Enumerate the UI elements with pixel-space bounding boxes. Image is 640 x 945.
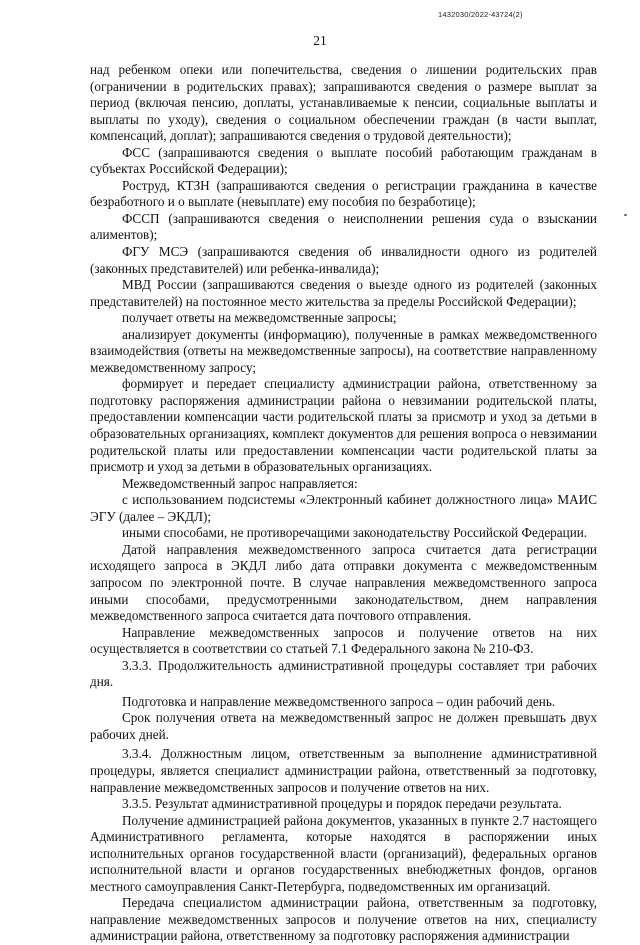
document-code: 1432030/2022-43724(2) [438, 10, 523, 19]
paragraph-two-days: Срок получения ответа на межведомственный запрос не должен превышать двух рабочих дней. [90, 710, 597, 742]
paragraph-3-3-3: 3.3.3. Продолжительность административной процедуры составляет три рабочих дня. [90, 657, 597, 690]
page-number: 21 [313, 33, 327, 48]
paragraph-date-of-request: Датой направления межведомственного запроса считается дата регистрации исходящего запроса в ЭКДЛ либо дата отправки документа с межведомственным запросом по электронной почте. В случае направления межведомственного запроса иными способами, предусмотренными законодательством, днем направления межведомственного запроса считается дата почтового отправления. [90, 541, 597, 624]
paragraph-mvd: МВД России (запрашиваются сведения о выезде одного из родителей (законных представителей) на постоянное место жительства за пределы Российской Федерации); [90, 277, 597, 309]
paragraph-one-day: Подготовка и направление межведомственного запроса – один рабочий день. [122, 693, 556, 709]
paragraph-fss: ФСС (запрашиваются сведения о выплате пособий работающим гражданам в субъектах Российской Федерации); [90, 144, 597, 177]
paragraph-guardianship-continuation: над ребенком опеки или попечительства, сведения о лишении родительских прав (ограничении в родительских правах); запрашиваются сведения о размере выплат за период (включая пенсию, доплаты, устанавливаемые к пенсии, социальные выплаты и выплаты по уходу), сведения о социальном обеспечении граждан (в части выплат, компенсаций, доплат); запрашиваются сведения о трудовой деятельности); [90, 62, 597, 144]
document-body [90, 62, 597, 945]
paragraph-article-7-1: Направление межведомственных запросов и получение ответов на них осуществляется в соответствии со статьей 7.1 Федерального закона № 210-ФЗ. [90, 624, 597, 657]
paragraph-transfer: Передача специалистом администрации района, ответственным за подготовку, направление межведомственных запросов и получение ответов на них, специалисту администрации района, ответственному за подготовку распоряжения администрации [90, 895, 597, 944]
paragraph-via-ekdl: с использованием подсистемы «Электронный кабинет должностного лица» МАИС ЭГУ (далее – ЭКДЛ); [90, 492, 597, 524]
paragraph-request-sent: Межведомственный запрос направляется: [122, 475, 358, 491]
paragraph-obtaining-documents: Получение администрацией района документов, указанных в пункте 2.7 настоящего Административного регламента, которые находятся в распоряжении иных исполнительных органов государственной власти (организаций), федеральных органов исполнительной власти и органов государственных внебюджетных фондов, органов местного самоуправления Санкт-Петербурга, подведомственных им организаций. [90, 812, 597, 894]
scan-speck [624, 214, 627, 216]
paragraph-fssp: ФССП (запрашиваются сведения о неисполнении решения суда о взыскании алиментов); [90, 210, 597, 243]
paragraph-3-3-5: 3.3.5. Результат административной процедуры и порядок передачи результата. [122, 796, 562, 812]
paragraph-rostrud: Роструд, КТЗН (запрашиваются сведения о регистрации гражданина в качестве безработного и о выплате (невыплате) ему пособия по безработице); [90, 177, 597, 210]
paragraph-forms-and-transfers: формирует и передает специалисту администрации района, ответственному за подготовку распоряжения администрации района о невзимании родительской платы, предоставлении компенсации части родительской платы за присмотр и уход за детьми в образовательных организациях, комплект документов для решения вопроса о невзимании родительской платы или предоставлении компенсации части родительской платы за присмотр и уход за детьми в образовательных организациях. [90, 376, 597, 475]
paragraph-other-means: иными способами, не противоречащими законодательству Российской Федерации. [122, 525, 588, 541]
paragraph-3-3-4: 3.3.4. Должностным лицом, ответственным за выполнение административной процедуры, является специалист администрации района, ответственный за подготовку, направление межведомственных запросов и получение ответов на них. [90, 746, 597, 795]
paragraph-analyzes-documents: анализирует документы (информацию), полученные в рамках межведомственного взаимодействия (ответы на межведомственные запросы), на соответствие направленному межведомственному запросу; [90, 326, 597, 375]
paragraph-receives-answers: получает ответы на межведомственные запросы; [122, 310, 397, 326]
paragraph-fgu-mse: ФГУ МСЭ (запрашиваются сведения об инвалидности одного из родителей (законных представителей) или ребенка-инвалида); [90, 244, 597, 276]
